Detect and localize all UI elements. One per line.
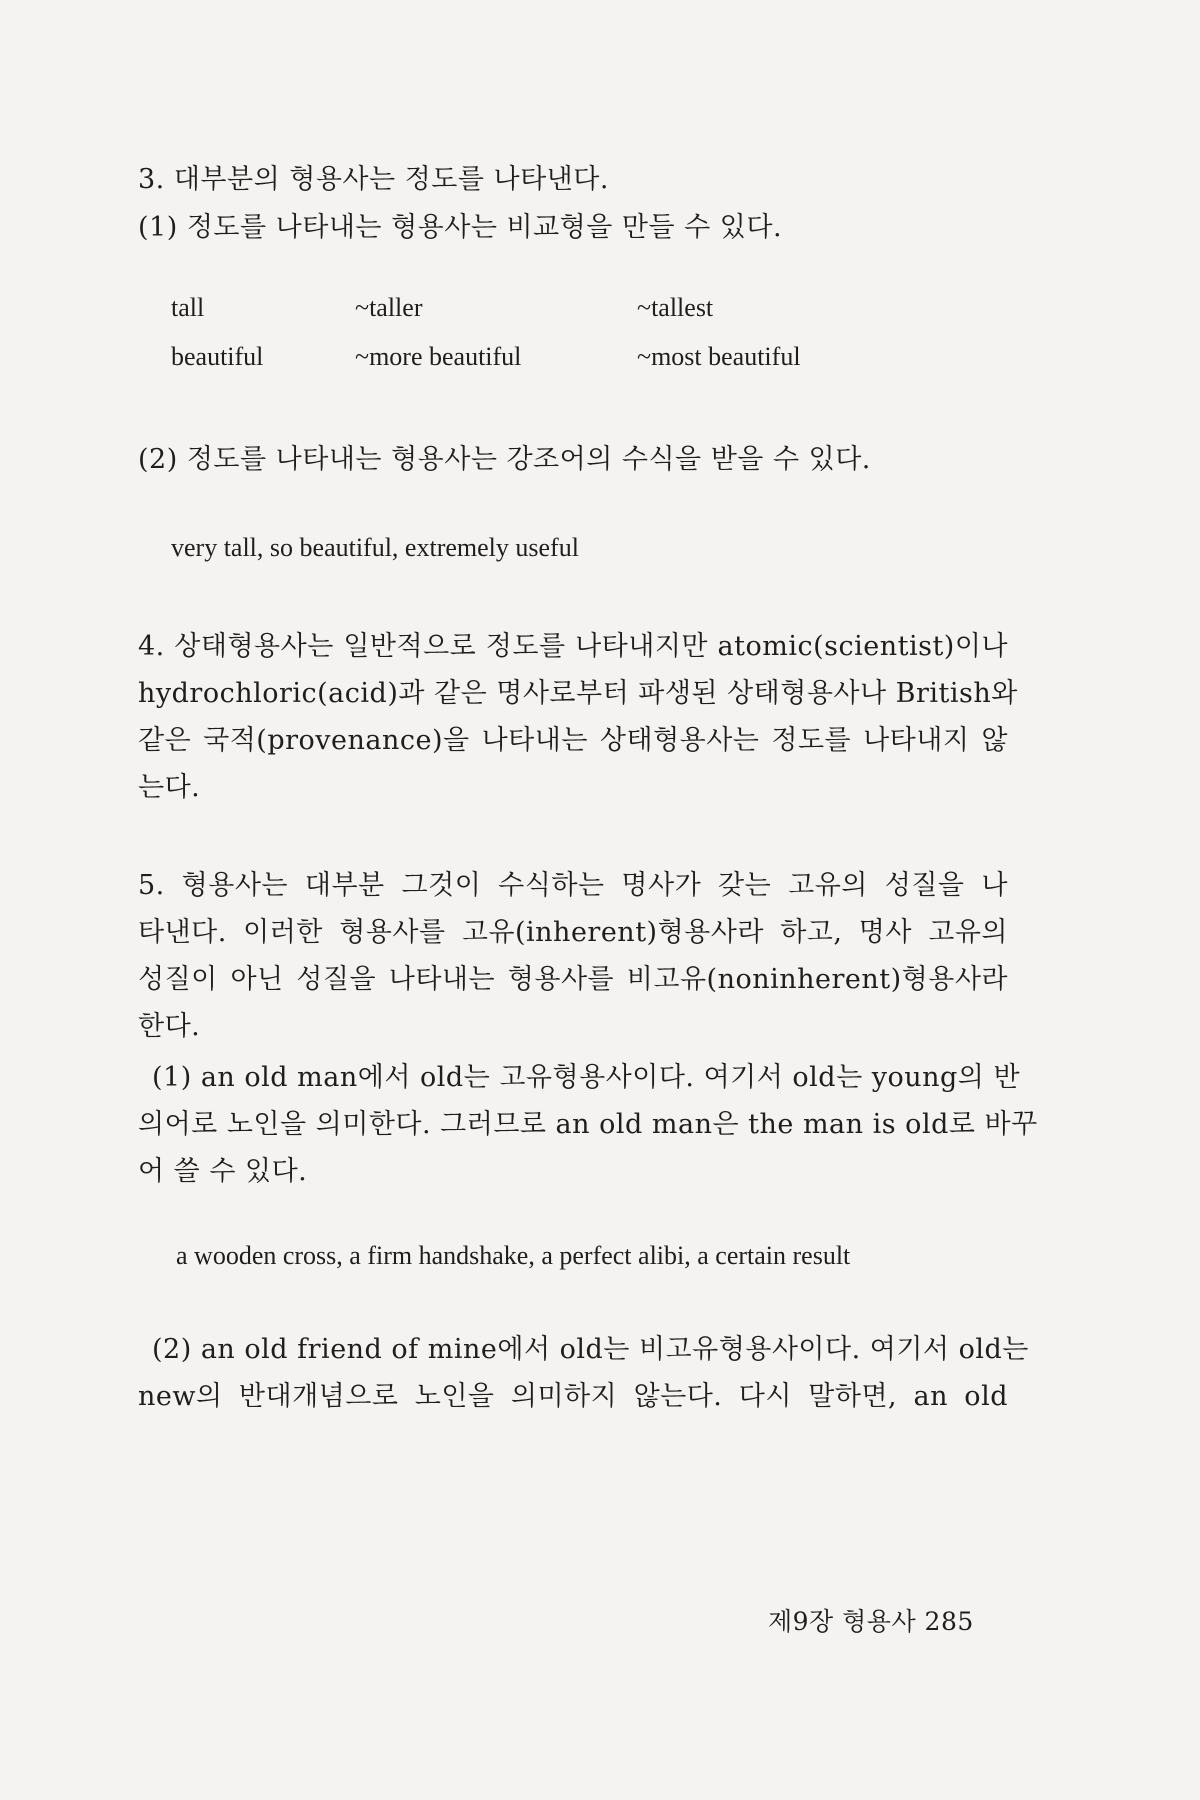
section-4-line-3: 같은 국적(provenance)을 나타내는 상태형용사는 정도를 나타내지 않 <box>138 725 1008 756</box>
section-5-sub-2-line-1: (2) an old friend of mine에서 old는 비고유형용사이다. 여기서 old는 <box>152 1334 1029 1365</box>
table-cell-r2c2: ~more beautiful <box>355 342 522 371</box>
section-3-heading: 3. 대부분의 형용사는 정도를 나타낸다. <box>138 164 609 195</box>
table-cell-r1c2: ~taller <box>355 293 423 322</box>
section-5-sub-1-line-3: 어 쓸 수 있다. <box>138 1156 308 1187</box>
section-4-line-4: 는다. <box>138 772 201 803</box>
page-footer: 제9장 형용사 285 <box>768 1607 974 1636</box>
section-5-line-2: 타낸다. 이러한 형용사를 고유(inherent)형용사라 하고, 명사 고유의 <box>138 917 1008 948</box>
section-4-line-1: 4. 상태형용사는 일반적으로 정도를 나타내지만 atomic(scientist)이나 <box>138 631 1008 662</box>
section-5-line-1: 5. 형용사는 대부분 그것이 수식하는 명사가 갖는 고유의 성질을 나 <box>138 870 1008 901</box>
section-5-sub-1-line-2: 의어로 노인을 의미한다. 그러므로 an old man은 the man is old로 바꾸 <box>138 1109 1038 1140</box>
section-3-sub-2: (2) 정도를 나타내는 형용사는 강조어의 수식을 받을 수 있다. <box>138 444 871 475</box>
table-cell-r2c3: ~most beautiful <box>637 342 801 371</box>
section-5-sub-1-line-1: (1) an old man에서 old는 고유형용사이다. 여기서 old는 young의 반 <box>152 1062 1021 1093</box>
section-5-line-4: 한다. <box>138 1011 201 1042</box>
table-cell-r2c1: beautiful <box>171 342 264 371</box>
section-4-line-2: hydrochloric(acid)과 같은 명사로부터 파생된 상태형용사나 British와 <box>138 678 1018 709</box>
section-3-sub-1: (1) 정도를 나타내는 형용사는 비교형을 만들 수 있다. <box>138 212 783 243</box>
section-5-example: a wooden cross, a firm handshake, a perfect alibi, a certain result <box>176 1241 851 1270</box>
table-cell-r1c3: ~tallest <box>637 293 714 322</box>
section-5-sub-2-line-2: new의 반대개념으로 노인을 의미하지 않는다. 다시 말하면, an old <box>138 1381 1008 1412</box>
section-5-line-3: 성질이 아닌 성질을 나타내는 형용사를 비고유(noninherent)형용사라 <box>138 964 1008 995</box>
table-cell-r1c1: tall <box>171 293 205 322</box>
section-3-example: very tall, so beautiful, extremely useful <box>171 533 579 562</box>
